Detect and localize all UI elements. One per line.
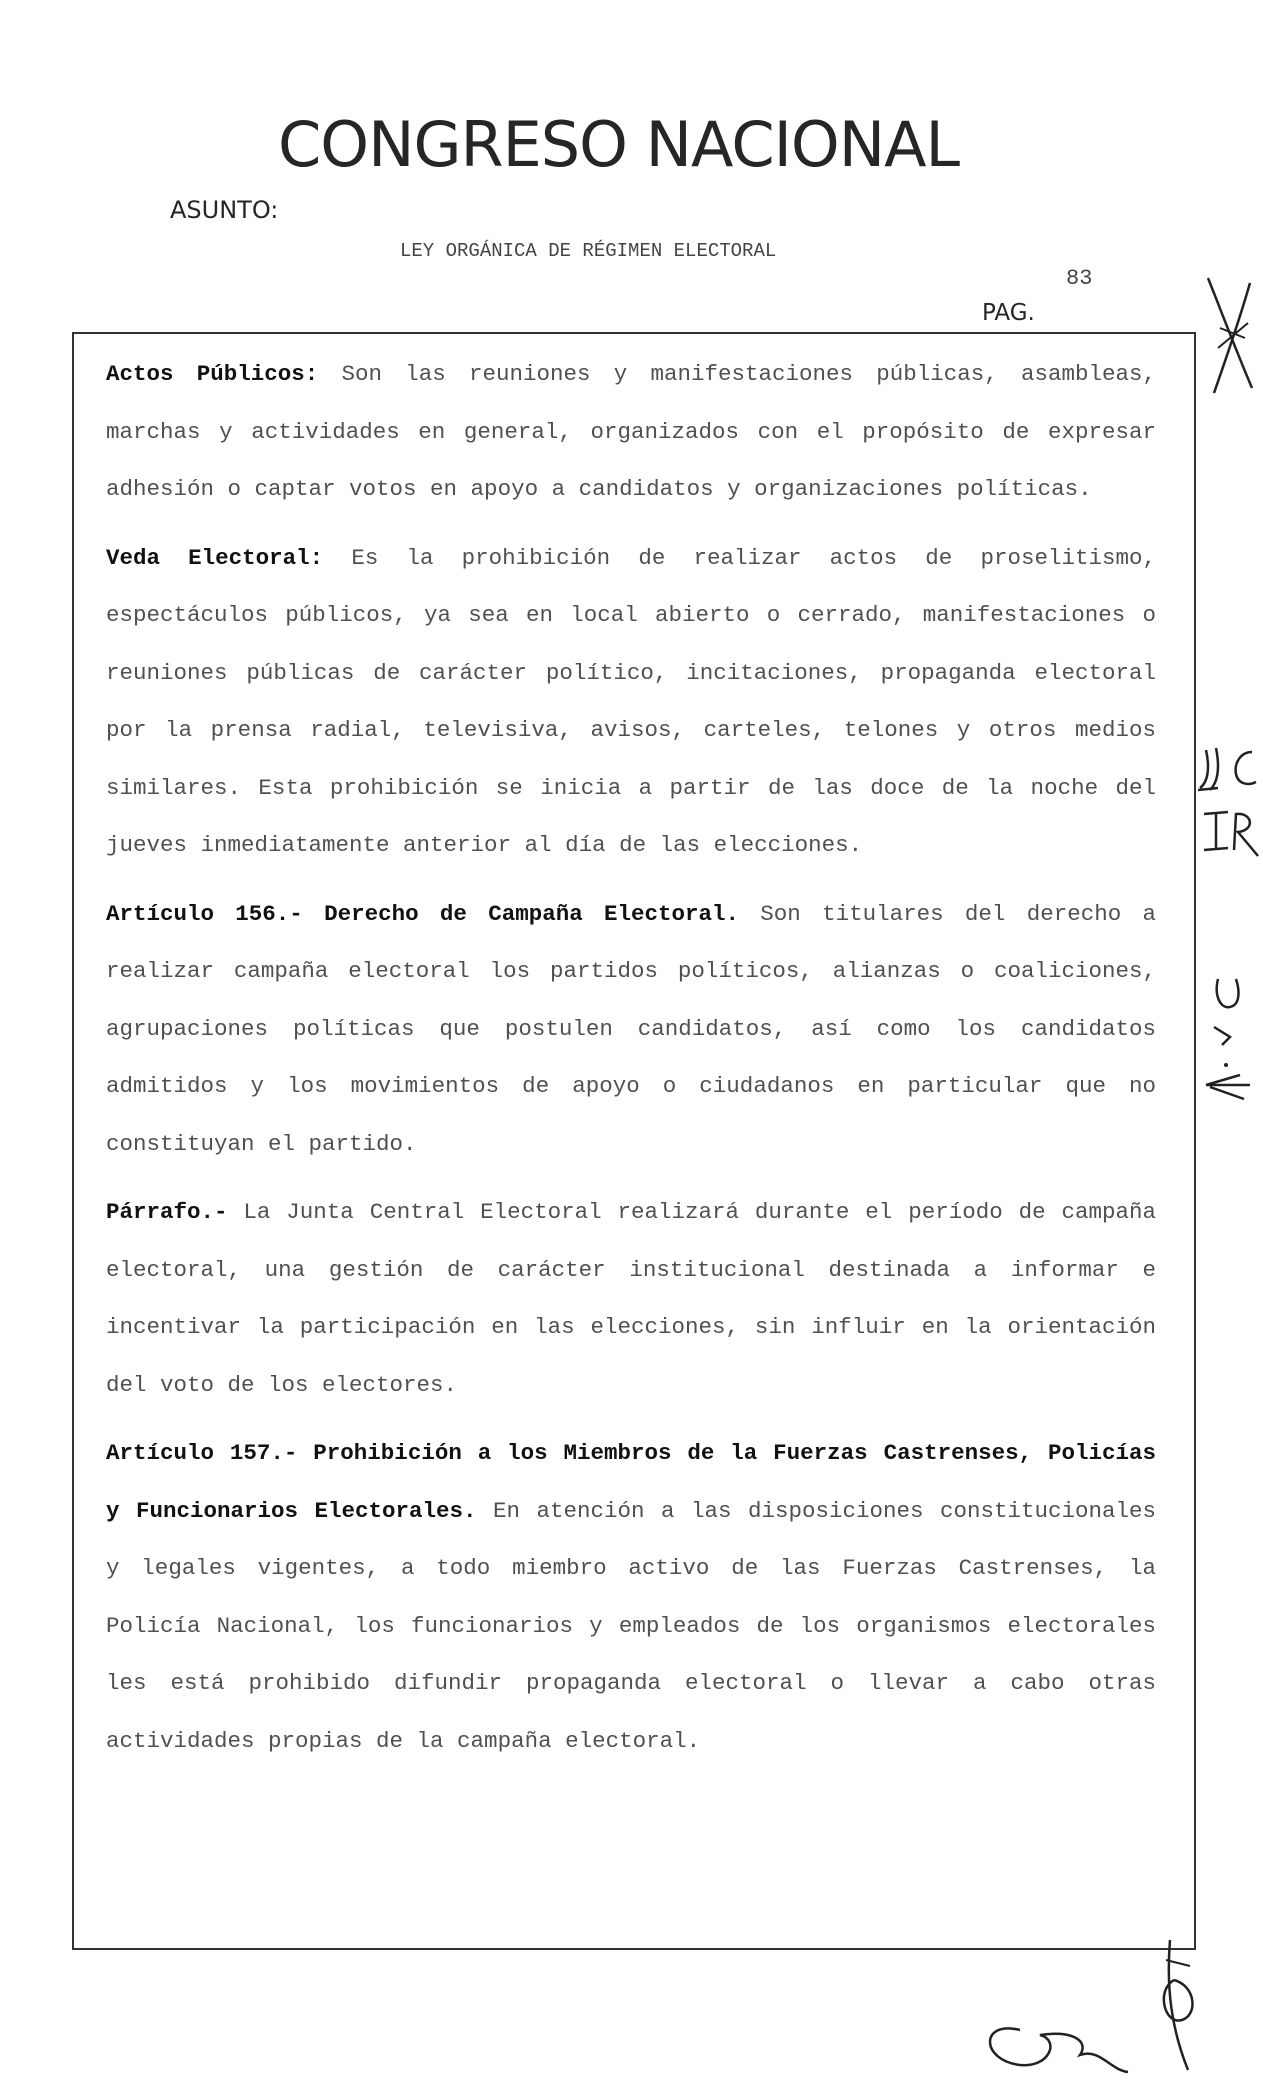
paragraph-text: Son las reuniones y manifestaciones públicas, asambleas, marchas y actividades en general, organizados con el propósito de expresar adhesión o captar votos en apoyo a candidatos y organizaciones políticas. [106,361,1156,502]
asunto-label: ASUNTO: [170,196,279,224]
paragraph-heading: Artículo 157.- Prohibición a los Miembros de la Fuerzas Castrenses, Policías y Funcionarios Electorales. [106,1440,1156,1524]
handwritten-initials-jjc [1196,738,1261,798]
handwritten-x-mark [1200,268,1260,398]
pag-label: PAG. [982,300,1035,326]
document-subject: LEY ORGÁNICA DE RÉGIMEN ELECTORAL [400,240,777,262]
handwritten-marks-side [1200,975,1260,1105]
paragraph-text: Son titulares del derecho a realizar campaña electoral los partidos políticos, alianzas o coaliciones, agrupaciones políticas que postulen candidatos, así como los candidatos admitidos y los movimientos de apoyo o ciudadanos en particular que no constituyan el partido. [106,900,1156,1157]
handwritten-signature [960,1930,1250,2080]
paragraph-articulo-157 [106,1425,1156,1770]
page-number: 83 [1066,266,1093,291]
paragraph-text: En atención a las disposiciones constitucionales y legales vigentes, a todo miembro activo de las Fuerzas Castrenses, la Policía Nacional, los funcionarios y empleados de los organismos electorales les está prohibido difundir propaganda electoral o llevar a cabo otras actividades propias de la campaña electoral. [106,1497,1157,1754]
paragraph-parrafo [106,1184,1156,1414]
handwritten-initials-ir [1200,806,1262,862]
paragraph-heading: Párrafo.- [106,1199,228,1225]
paragraph-heading: Veda Electoral: [106,544,324,571]
document-body [106,346,1156,1781]
paragraph-heading: Actos Públicos: [106,361,319,387]
paragraph-text: Es la prohibición de realizar actos de proselitismo, espectáculos públicos, ya sea en local abierto o cerrado, manifestaciones o reuniones públicas de carácter político, incitaciones, propaganda electoral por la prensa radial, televisiva, avisos, carteles, telones y otros medios similares. Esta prohibición se inicia a partir de las doce de la noche del jueves inmediatamente anterior al día de las elecciones. [106,544,1156,858]
paragraph-text: La Junta Central Electoral realizará durante el período de campaña electoral, una gestión de carácter institucional destinada a informar e incentivar la participación en las elecciones, sin influir en la orientación del voto de los electores. [106,1199,1156,1398]
paragraph-actos-publicos [106,346,1156,519]
paragraph-heading: Artículo 156.- Derecho de Campaña Electoral. [106,900,740,927]
paragraph-articulo-156 [106,886,1156,1174]
page-title: CONGRESO NACIONAL [278,108,960,181]
paragraph-veda-electoral [106,530,1156,875]
